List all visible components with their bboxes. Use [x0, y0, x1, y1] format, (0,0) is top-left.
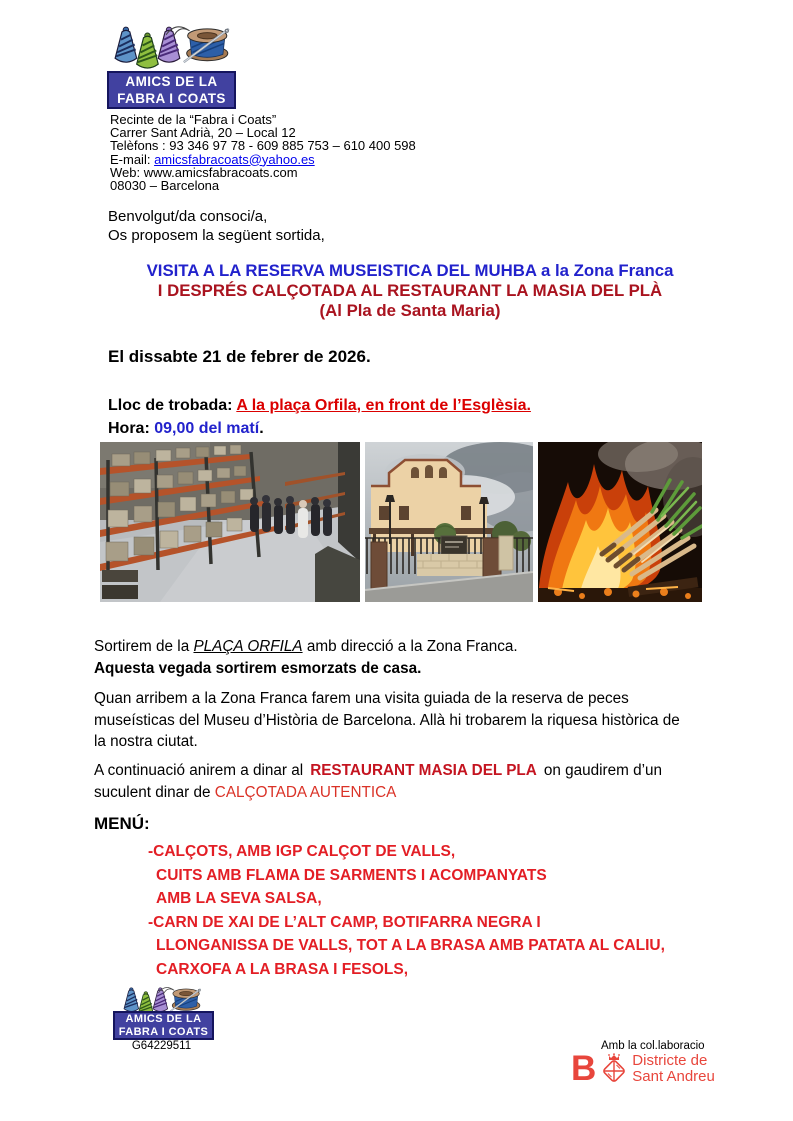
title-line2: I DESPRÉS CALÇOTADA AL RESTAURANT LA MASIA DEL PLÀ [157, 281, 663, 300]
district-line2: Sant Andreu [632, 1068, 715, 1085]
district-name [632, 1053, 715, 1085]
calcotada-emphasis: CALÇOTADA AUTENTICA [214, 783, 397, 801]
registration-number: G64229511 [131, 1040, 192, 1052]
photo-strip [100, 442, 702, 602]
restaurant-name: RESTAURANT MASIA DEL PLA [310, 762, 537, 779]
club-logo-box-footer [113, 1011, 214, 1040]
club-logo-line2: FABRA I COATS [117, 91, 226, 106]
paragraph-visit [94, 688, 680, 753]
address-email-line [110, 153, 416, 166]
greeting-line1: Benvolgut/da consoci/a, [108, 208, 268, 225]
menu-heading: MENÚ: [94, 814, 150, 833]
lunch-line1 [94, 760, 662, 782]
greeting-line2: Os proposem la següent sortida, [108, 226, 325, 244]
visit-line2: museísticas del Museu d’Història de Barcelona. Allà hi trobarem la riquesa històrica de [94, 711, 680, 729]
menu-list [94, 840, 665, 981]
event-title [60, 261, 760, 321]
club-logo-box [107, 71, 236, 109]
meeting-label: Lloc de trobada: [108, 397, 237, 414]
address-block [110, 113, 416, 192]
email-label: E-mail: [110, 151, 155, 167]
departure-text-end: amb direcció a la Zona Franca. [302, 638, 518, 655]
departure-line [94, 636, 518, 658]
time-value: 09,00 del matí [154, 420, 260, 437]
lunch-line2-text: suculent dinar de [94, 783, 215, 801]
greeting-block [108, 208, 325, 245]
barcelona-district-logo [571, 1051, 715, 1087]
title-line3: (Al Pla de Santa Maria) [319, 301, 501, 320]
barcelona-b-letter: B [571, 1049, 597, 1088]
event-date: El dissabte 21 de febrer de 2026. [108, 347, 371, 366]
address-web: Web: www.amicsfabracoats.com [110, 164, 298, 180]
placa-orfila-emphasis: PLAÇA ORFILA [193, 638, 303, 655]
visit-line3: la nostra ciutat. [94, 733, 198, 750]
restaurant-masia-del-pla-photo [365, 442, 533, 602]
menu-item: -CALÇOTS, AMB IGP CALÇOT DE VALLS, [148, 843, 456, 860]
address-city: 08030 – Barcelona [110, 178, 220, 194]
menu-item: CUITS AMB FLAMA DE SARMENTS I ACOMPANYATS [156, 866, 547, 884]
lunch-text-end: on gaudirem d’un [543, 762, 663, 779]
paragraph-departure [94, 636, 518, 679]
club-logo-line1: AMICS DE LA [125, 74, 218, 89]
club-logo-line1: AMICS DE LA [125, 1013, 202, 1025]
address-street: Carrer Sant Adrià, 20 – Local 12 [110, 125, 296, 141]
calcots-roasting-on-fire-photo [538, 442, 702, 602]
meeting-place: A la plaça Orfila, en front de l’Esglèsia. [236, 397, 531, 414]
visit-line1: Quan arribem a la Zona Franca farem una visita guiada de la reserva de peces [94, 690, 629, 707]
meeting-place-line [108, 394, 531, 417]
collaboration-note: Amb la col.laboracio [601, 1040, 705, 1052]
departure-text: Sortirem de la [94, 638, 194, 655]
club-logo-line2: FABRA I COATS [118, 1025, 209, 1038]
meeting-block [108, 394, 531, 440]
menu-item: CARXOFA A LA BRASA I FESOLS, [156, 960, 409, 978]
address-venue: Recinte de la “Fabra i Coats” [110, 112, 277, 127]
menu-item: -CARN DE XAI DE L’ALT CAMP, BOTIFARRA NEGRA I [148, 913, 541, 931]
reserva-muhba-warehouse-photo [100, 442, 360, 602]
thread-spools-icon [109, 23, 231, 72]
lunch-line2 [94, 782, 662, 804]
district-line1: Districte de [632, 1052, 708, 1069]
breakfast-note: Aquesta vegada sortirem esmorzats de casa. [94, 659, 422, 677]
address-phones: Telèfons : 93 346 97 78 - 609 885 753 – 610 400 598 [110, 138, 416, 154]
time-suffix: . [259, 420, 264, 437]
title-line1: VISITA A LA RESERVA MUSEISTICA DEL MUHBA a la Zona Franca [146, 261, 674, 280]
lunch-text: A continuació anirem a dinar al [94, 762, 304, 779]
barcelona-coat-of-arms-icon [601, 1053, 627, 1086]
time-label: Hora: [108, 420, 155, 437]
menu-item: AMB LA SEVA SALSA, [156, 890, 322, 907]
meeting-time-line [108, 417, 531, 440]
email-link[interactable]: amicsfabracoats@yahoo.es [154, 151, 315, 167]
paragraph-lunch [94, 760, 662, 803]
menu-item: LLONGANISSA DE VALLS, TOT A LA BRASA AMB PATATA AL CALIU, [156, 937, 665, 954]
